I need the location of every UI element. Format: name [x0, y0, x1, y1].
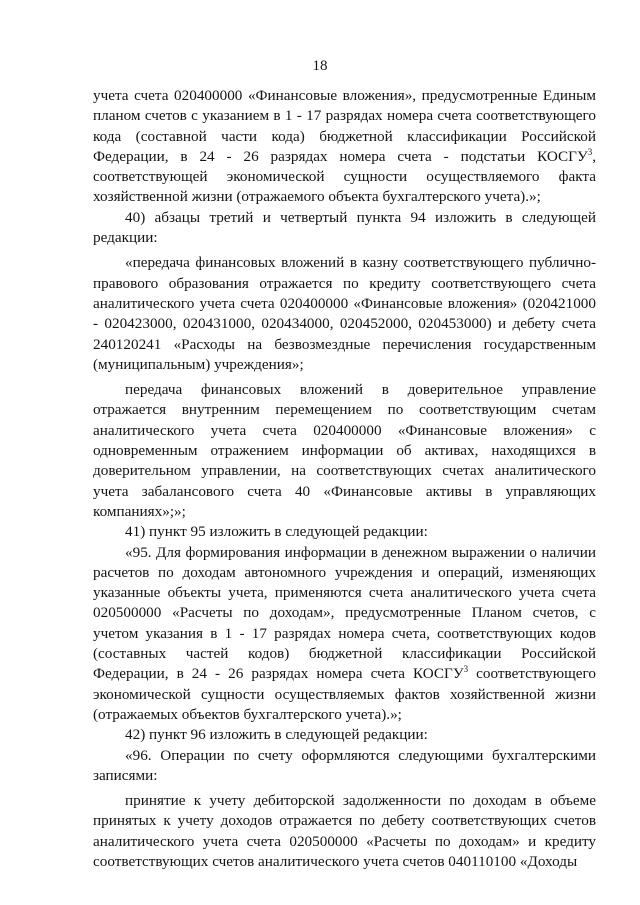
paragraph-item-42: 42) пункт 96 изложить в следующей редакции:: [125, 726, 428, 744]
page-number: 18: [312, 58, 328, 74]
paragraph-item-40: 40) абзацы третий и четвертый пункта 94 изложить в следующей редакции:: [93, 208, 596, 247]
document-body: [93, 86, 596, 872]
paragraph-quote-94-a: «передача финансовых вложений в казну соответствующего публично-правового образования отражается по кредиту соответствующего счета аналитического учета счета 020400000 «Финансовые вложения» (020421000 - 020423000, 020431000, 020434000, 020452000, 020453000) и дебету счета 240120241 «Расходы на безвозмездные перечисления государственным (муниципальным) учреждения»;: [93, 254, 596, 373]
paragraph-quote-96: «96. Операции по счету оформляются следующими бухгалтерскими записями:: [93, 746, 596, 784]
paragraph-continuation: [93, 86, 596, 208]
paragraph-item-41: 41) пункт 95 изложить в следующей редакции:: [125, 523, 428, 541]
paragraph-quote-94-b: передача финансовых вложений в доверительное управление отражается внутренним перемещением по соответствующим счетам аналитического учета счета 020400000 «Финансовые вложения» с одновременным отражением информации об активах, находящихся в доверительном управлении, на соответствующих счетах аналитического учета забалансового счета 40 «Финансовые активы в управляющих компаниях»;»;: [93, 381, 596, 520]
paragraph-text: учета счета 020400000 «Финансовые вложения», предусмотренные Единым планом счетов с указанием в 1 - 17 разрядах номера счета соответствующего кода (составной части кода) бюджетной классификации Российской Федерации, в 24 - 26 разрядах номера счета - подстатьи КОСГУ: [93, 87, 596, 165]
paragraph-text: соответствующего экономической сущности осуществляемых фактов хозяйственной жизни (отражаемых объектов бухгалтерского учета).»;: [93, 665, 596, 723]
paragraph-text: , соответствующей экономической сущности осуществляемого факта хозяйственной жизни (отражаемого объекта бухгалтерского учета).»;: [93, 147, 596, 206]
paragraph-text: «95. Для формирования информации в денежном выражении о наличии расчетов по доходам автономного учреждения и операций, изменяющих указанные объекты учета, применяются счета аналитического учета счета 020500000 «Расчеты по доходам», предусмотренные Планом счетов, с учетом указания в 1 - 17 разрядах номера счета, соответствующих кодов (составных частей кодов) бюджетной классификации Российской Федерации, в 24 - 26 разрядах номера счета КОСГУ: [93, 543, 596, 683]
paragraph-quote-95: [93, 543, 596, 726]
paragraph-quote-96-entry: принятие к учету дебиторской задолженности по доходам в объеме принятых к учету доходов отражается по дебету соответствующих счетов аналитического учета счета 020500000 «Расчеты по доходам» и кредиту соответствующих счетов аналитического учета счетов 040110100 «Доходы: [93, 792, 596, 870]
footnote-mark: 3: [587, 146, 593, 157]
footnote-mark: 3: [463, 664, 469, 675]
